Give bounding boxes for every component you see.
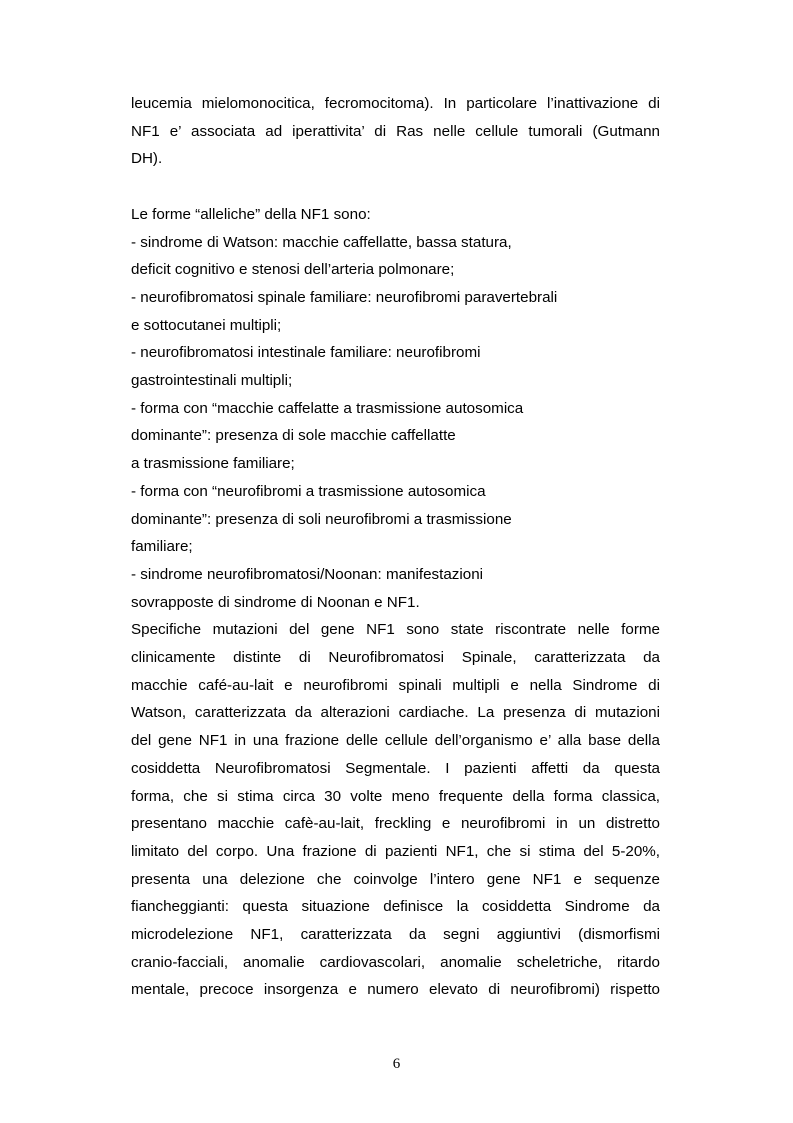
text-line: cranio-facciali, anomalie cardiovascolari, anomalie scheletriche, ritardo xyxy=(131,953,660,971)
text-line: forma, che si stima circa 30 volte meno frequente della forma classica, xyxy=(131,787,660,805)
text-line: Specifiche mutazioni del gene NF1 sono state riscontrate nelle forme xyxy=(131,621,660,639)
text-line: microdelezione NF1, caratterizzata da segni aggiuntivi (dismorfismi xyxy=(131,926,660,944)
text-line: del gene NF1 in una frazione delle cellule dell’organismo e’ alla base della xyxy=(131,732,660,750)
list-line: familiare; xyxy=(131,538,193,556)
text-line: presenta una delezione che coinvolge l’intero gene NF1 e sequenze xyxy=(131,870,660,888)
list-line: - forma con “macchie caffelatte a trasmissione autosomica xyxy=(131,399,524,417)
list-line: dominante”: presenza di sole macchie caffellatte xyxy=(131,427,456,445)
text-line: NF1 e’ associata ad iperattivita’ di Ras nelle cellule tumorali (Gutmann xyxy=(131,122,660,140)
list-line: - sindrome neurofibromatosi/Noonan: manifestazioni xyxy=(131,565,484,583)
text-line: leucemia mielomonocitica, fecromocitoma). In particolare l’inattivazione di xyxy=(131,95,660,112)
page-number: 6 xyxy=(392,1056,401,1072)
allelic-forms-list xyxy=(131,201,660,617)
text-line: DH). xyxy=(131,150,163,168)
text-line: cosiddetta Neurofibromatosi Segmentale. I pazienti affetti da questa xyxy=(131,759,660,777)
list-line: dominante”: presenza di soli neurofibromi a trasmissione xyxy=(131,510,512,528)
list-line: - neurofibromatosi spinale familiare: neurofibromi paravertebrali xyxy=(131,288,558,306)
text-line: mentale, precoce insorgenza e numero elevato di neurofibromi) rispetto xyxy=(131,981,660,999)
text-line: presentano macchie cafè-au-lait, freckling e neurofibromi in un distretto xyxy=(131,815,660,833)
paragraph-gap xyxy=(131,173,660,201)
text-line: Watson, caratterizzata da alterazioni cardiache. La presenza di mutazioni xyxy=(131,704,660,722)
list-line: - forma con “neurofibromi a trasmissione autosomica xyxy=(131,482,486,500)
list-line: gastrointestinali multipli; xyxy=(131,372,293,390)
text-line: limitato del corpo. Una frazione di pazienti NF1, che si stima del 5-20%, xyxy=(131,842,660,860)
text-line: fiancheggianti: questa situazione definisce la cosiddetta Sindrome da xyxy=(131,898,660,916)
text-line: macchie café-au-lait e neurofibromi spinali multipli e nella Sindrome di xyxy=(131,676,660,694)
intro-paragraph xyxy=(131,90,660,173)
list-heading: Le forme “alleliche” della NF1 sono: xyxy=(131,205,371,223)
list-line: e sottocutanei multipli; xyxy=(131,316,282,334)
text-line: clinicamente distinte di Neurofibromatosi Spinale, caratterizzata da xyxy=(131,649,660,667)
list-line: - sindrome di Watson: macchie caffellatte, bassa statura, xyxy=(131,233,512,251)
list-line: a trasmissione familiare; xyxy=(131,455,295,473)
list-line: - neurofibromatosi intestinale familiare: neurofibromi xyxy=(131,344,481,362)
list-line: sovrapposte di sindrome di Noonan e NF1. xyxy=(131,593,420,611)
list-line: deficit cognitivo e stenosi dell’arteria polmonare; xyxy=(131,261,455,279)
body-text xyxy=(131,90,660,1004)
main-paragraph xyxy=(131,616,660,1004)
